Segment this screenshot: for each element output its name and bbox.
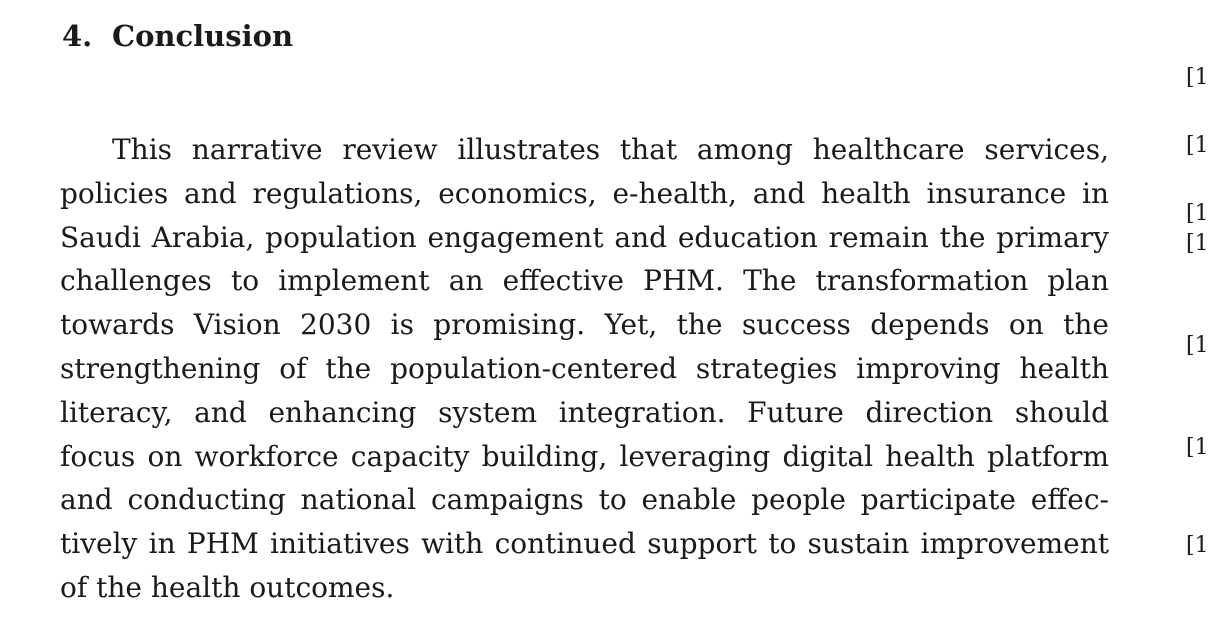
reference-marker: [1 <box>1186 333 1209 358</box>
reference-marker: [1 <box>1186 133 1209 158</box>
section-number: 4. <box>62 19 93 53</box>
section-title: Conclusion <box>112 19 294 53</box>
conclusion-paragraph <box>60 128 1109 610</box>
reference-marker: [1 <box>1186 231 1209 256</box>
paragraph-line: focus on workforce capacity building, leveraging digital health platform <box>60 439 1109 473</box>
paragraph-line: towards Vision 2030 is promising. Yet, the success depends on the <box>60 308 1109 342</box>
paragraph-line: This narrative review illustrates that among healthcare services, <box>112 133 1109 166</box>
paragraph-line: literacy, and enhancing system integration. Future direction should <box>60 395 1109 429</box>
paragraph-line: of the health outcomes. <box>60 570 395 604</box>
reference-marker: [1 <box>1186 201 1209 226</box>
reference-marker: [1 <box>1186 435 1209 460</box>
paragraph-line: Saudi Arabia, population engagement and education remain the primary <box>60 220 1109 254</box>
paragraph-line: and conducting national campaigns to enable people participate effec- <box>60 483 1109 517</box>
reference-marker: [1 <box>1186 533 1209 558</box>
reference-marker: [1 <box>1186 65 1209 90</box>
section-heading <box>62 16 293 56</box>
paragraph-line: policies and regulations, economics, e-health, and health insurance in <box>60 176 1109 210</box>
reference-column-clipped <box>1186 0 1209 618</box>
paragraph-line: strengthening of the population-centered strategies improving health <box>60 351 1109 385</box>
paragraph-line: challenges to implement an effective PHM. The transformation plan <box>60 264 1109 298</box>
paragraph-line: tively in PHM initiatives with continued support to sustain improvement <box>60 527 1109 561</box>
